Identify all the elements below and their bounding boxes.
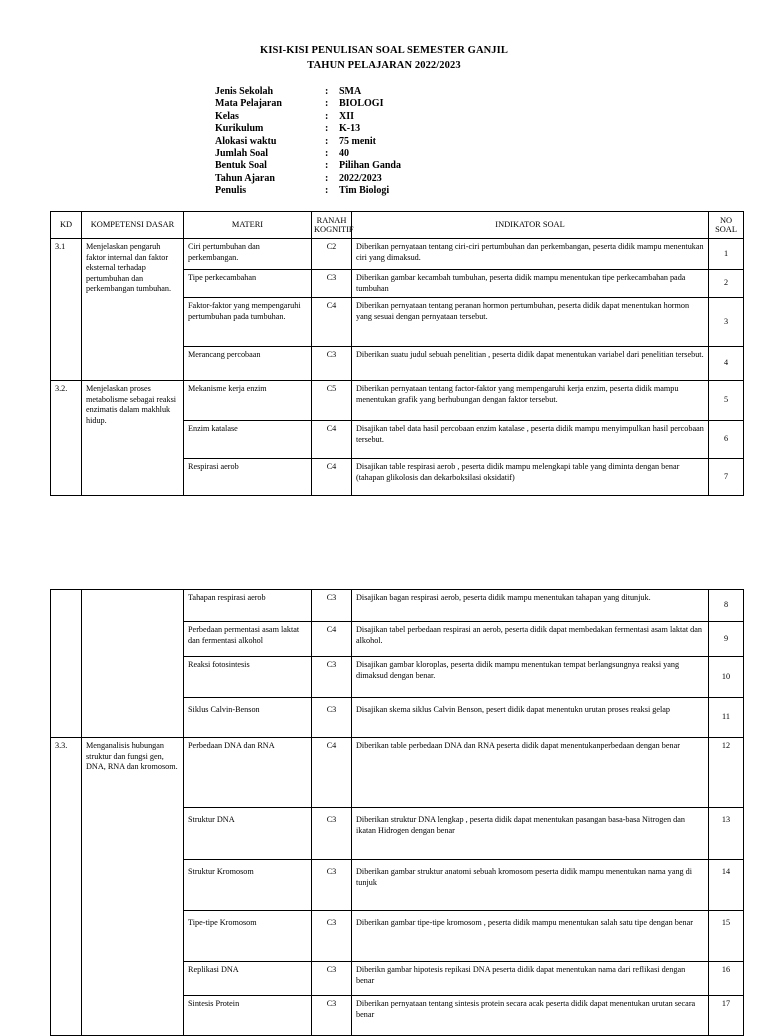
no-soal-cell: 3 — [709, 298, 744, 347]
kisi-kisi-table-1 — [50, 211, 744, 496]
info-row — [215, 185, 401, 197]
kompetensi-dasar-text: Menganalisis hubungan struktur dan fungsi gen, DNA, RNA dan kromosom. — [82, 738, 184, 1036]
indikator-cell: Diberikan table perbedaan DNA dan RNA peserta didik dapat menentukanperbedaan dengan benar — [352, 738, 709, 808]
ranah-cell: C3 — [312, 996, 352, 1036]
info-row — [215, 98, 401, 110]
indikator-cell: Disajikan tabel data hasil percobaan enzim katalase , peserta didik mampu menyimpulkan hasil percobaan tersebut. — [352, 421, 709, 459]
info-label: Jumlah Soal — [215, 147, 269, 159]
header-no-soal: NO SOAL — [709, 212, 744, 239]
table-row — [51, 590, 744, 622]
header-materi: MATERI — [184, 212, 312, 239]
info-label: Kurikulum — [215, 123, 264, 135]
indikator-cell: Disajikan bagan respirasi aerob, peserta didik mampu menentukan tahapan yang ditunjuk. — [352, 590, 709, 622]
ranah-cell: C3 — [312, 698, 352, 738]
indikator-cell: Diberikan pernyataan tentang sintesis protein secara acak peserta didik dapat menentukan urutan secara benar — [352, 996, 709, 1036]
info-label: Alokasi waktu — [215, 135, 277, 147]
info-value: 75 menit — [339, 135, 376, 147]
no-soal-cell: 14 — [709, 860, 744, 911]
info-value: 2022/2023 — [339, 172, 382, 184]
ranah-cell: C3 — [312, 270, 352, 298]
info-value: BIOLOGI — [339, 98, 384, 110]
no-soal-cell: 5 — [709, 381, 744, 421]
materi-cell: Replikasi DNA — [184, 962, 312, 996]
no-soal-cell: 1 — [709, 239, 744, 270]
info-row — [215, 160, 401, 172]
info-value: Tim Biologi — [339, 185, 390, 197]
indikator-cell: Diberikan gambar tipe-tipe kromosom , peserta didik mampu menentukan salah satu tipe dengan benar — [352, 911, 709, 962]
no-soal-cell: 9 — [709, 622, 744, 657]
info-colon: : — [325, 98, 329, 110]
indikator-cell: Disajikan tabel perbedaan respirasi an aerob, peserta didik dapat membedakan fermentasi asam laktat dan alkohol. — [352, 622, 709, 657]
no-soal-cell: 7 — [709, 459, 744, 496]
no-soal-cell: 16 — [709, 962, 744, 996]
info-value: SMA — [339, 86, 362, 97]
ranah-cell: C5 — [312, 381, 352, 421]
info-label: Tahun Ajaran — [215, 172, 275, 184]
materi-cell: Enzim katalase — [184, 421, 312, 459]
indikator-cell: Diberikn gambar hipotesis repikasi DNA peserta didik dapat menentukan nama dari reflikasi dengan benar — [352, 962, 709, 996]
ranah-cell: C3 — [312, 808, 352, 860]
no-soal-cell: 12 — [709, 738, 744, 808]
info-colon: : — [325, 172, 329, 184]
info-label: Mata Pelajaran — [215, 98, 282, 110]
info-label: Kelas — [215, 110, 239, 122]
materi-cell: Struktur Kromosom — [184, 860, 312, 911]
ranah-cell: C4 — [312, 421, 352, 459]
materi-cell: Reaksi fotosintesis — [184, 657, 312, 698]
materi-cell: Struktur DNA — [184, 808, 312, 860]
ranah-cell: C4 — [312, 622, 352, 657]
kompetensi-dasar-text: Menjelaskan proses metabolisme sebagai reaksi enzimatis dalam makhluk hidup. — [82, 381, 184, 496]
materi-cell: Tipe perkecambahan — [184, 270, 312, 298]
no-soal-cell: 4 — [709, 347, 744, 381]
no-soal-cell: 17 — [709, 996, 744, 1036]
materi-cell: Respirasi aerob — [184, 459, 312, 496]
header-kompetensi-dasar: KOMPETENSI DASAR — [82, 212, 184, 239]
ranah-cell: C3 — [312, 860, 352, 911]
materi-cell: Merancang percobaan — [184, 347, 312, 381]
info-value: 40 — [339, 147, 349, 159]
kd-number-empty — [51, 590, 82, 738]
kd-number: 3.3. — [51, 738, 82, 1036]
info-value: Pilihan Ganda — [339, 160, 401, 172]
no-soal-cell: 6 — [709, 421, 744, 459]
info-row — [215, 111, 401, 123]
indikator-cell: Disajikan table respirasi aerob , peserta didik mampu melengkapi table yang diminta dengan benar (tahapan glikolosis dan dekarboksilasi oksidatif) — [352, 459, 709, 496]
ranah-cell: C4 — [312, 459, 352, 496]
ranah-cell: C3 — [312, 657, 352, 698]
table-row — [51, 738, 744, 808]
materi-cell: Perbedaan DNA dan RNA — [184, 738, 312, 808]
info-value: K-13 — [339, 123, 361, 135]
info-row — [215, 148, 401, 160]
materi-cell: Ciri pertumbuhan dan perkembangan. — [184, 239, 312, 270]
info-row — [215, 123, 401, 135]
indikator-cell: Diberikan pernyataan tentang peranan hormon pertumbuhan, peserta didik dapat menentukan hormon yang sesuai dengan pernyataan tersebut. — [352, 298, 709, 347]
info-value: XII — [339, 110, 355, 122]
indikator-cell: Diberikan pernyataan tentang factor-faktor yang mempengaruhi kerja enzim, peserta didik mampu menentukan grafik yang berhubungan dengan faktor tersebut. — [352, 381, 709, 421]
no-soal-cell: 13 — [709, 808, 744, 860]
header-indikator-soal: INDIKATOR SOAL — [352, 212, 709, 239]
indikator-cell: Diberikan pernyataan tentang ciri-ciri pertumbuhan dan perkembangan, peserta didik mampu menentukan ciri yang dimaksud. — [352, 239, 709, 270]
info-row — [215, 136, 401, 148]
document-info-block — [215, 86, 401, 198]
info-row — [215, 86, 401, 98]
ranah-cell: C4 — [312, 298, 352, 347]
info-label: Penulis — [215, 185, 247, 197]
kompetensi-dasar-text: Menjelaskan pengaruh faktor internal dan faktor eksternal terhadap pertumbuhan dan perkembangan tumbuhan. — [82, 239, 184, 381]
materi-cell: Tipe-tipe Kromosom — [184, 911, 312, 962]
kisi-kisi-table-2 — [50, 589, 744, 1036]
header-ranah-kognitif: RANAH KOGNITIF — [312, 212, 352, 239]
no-soal-cell: 10 — [709, 657, 744, 698]
document-subtitle: TAHUN PELAJARAN 2022/2023 — [307, 60, 461, 71]
info-colon: : — [325, 185, 329, 197]
header-kd: KD — [51, 212, 82, 239]
materi-cell: Sintesis Protein — [184, 996, 312, 1036]
materi-cell: Faktor-faktor yang mempengaruhi pertumbuhan pada tumbuhan. — [184, 298, 312, 347]
table-row — [51, 239, 744, 270]
info-colon: : — [325, 147, 329, 159]
info-colon: : — [325, 123, 329, 135]
info-colon: : — [325, 110, 329, 122]
kd-number: 3.2. — [51, 381, 82, 496]
no-soal-cell: 2 — [709, 270, 744, 298]
info-row — [215, 173, 401, 185]
no-soal-cell: 8 — [709, 590, 744, 622]
ranah-cell: C3 — [312, 590, 352, 622]
ranah-cell: C2 — [312, 239, 352, 270]
indikator-cell: Disajikan skema siklus Calvin Benson, pesert didik dapat menentukn urutan proses reaksi gelap — [352, 698, 709, 738]
indikator-cell: Diberikan gambar kecambah tumbuhan, peserta didik mampu menentukan tipe perkecambahan pada tumbuhan — [352, 270, 709, 298]
ranah-cell: C3 — [312, 911, 352, 962]
indikator-cell: Disajikan gambar kloroplas, peserta didik mampu menentukan tempat berlangsungnya reaksi yang dimaksud dengan benar. — [352, 657, 709, 698]
materi-cell: Tahapan respirasi aerob — [184, 590, 312, 622]
kd-number: 3.1 — [51, 239, 82, 381]
info-label: Bentuk Soal — [215, 160, 267, 172]
indikator-cell: Diberikan gambar struktur anatomi sebuah kromosom peserta didik mampu menentukan nama yang di tunjuk — [352, 860, 709, 911]
materi-cell: Mekanisme kerja enzim — [184, 381, 312, 421]
ranah-cell: C4 — [312, 738, 352, 808]
no-soal-cell: 11 — [709, 698, 744, 738]
info-colon: : — [325, 86, 329, 97]
kompetensi-dasar-empty — [82, 590, 184, 738]
document-title: KISI-KISI PENULISAN SOAL SEMESTER GANJIL — [260, 45, 508, 56]
no-soal-cell: 15 — [709, 911, 744, 962]
info-colon: : — [325, 160, 329, 172]
ranah-cell: C3 — [312, 962, 352, 996]
materi-cell: Perbedaan permentasi asam laktat dan fermentasi alkohol — [184, 622, 312, 657]
ranah-cell: C3 — [312, 347, 352, 381]
info-label: Jenis Sekolah — [215, 86, 274, 97]
indikator-cell: Diberikan struktur DNA lengkap , peserta didik dapat menentukan pasangan basa-basa Nitrogen dan ikatan Hidrogen dengan benar — [352, 808, 709, 860]
table-header-row — [51, 212, 744, 239]
info-colon: : — [325, 135, 329, 147]
indikator-cell: Diberikan suatu judul sebuah penelitian , peserta didik dapat menentukan variabel dari penelitian tersebut. — [352, 347, 709, 381]
materi-cell: Siklus Calvin-Benson — [184, 698, 312, 738]
table-row — [51, 381, 744, 421]
